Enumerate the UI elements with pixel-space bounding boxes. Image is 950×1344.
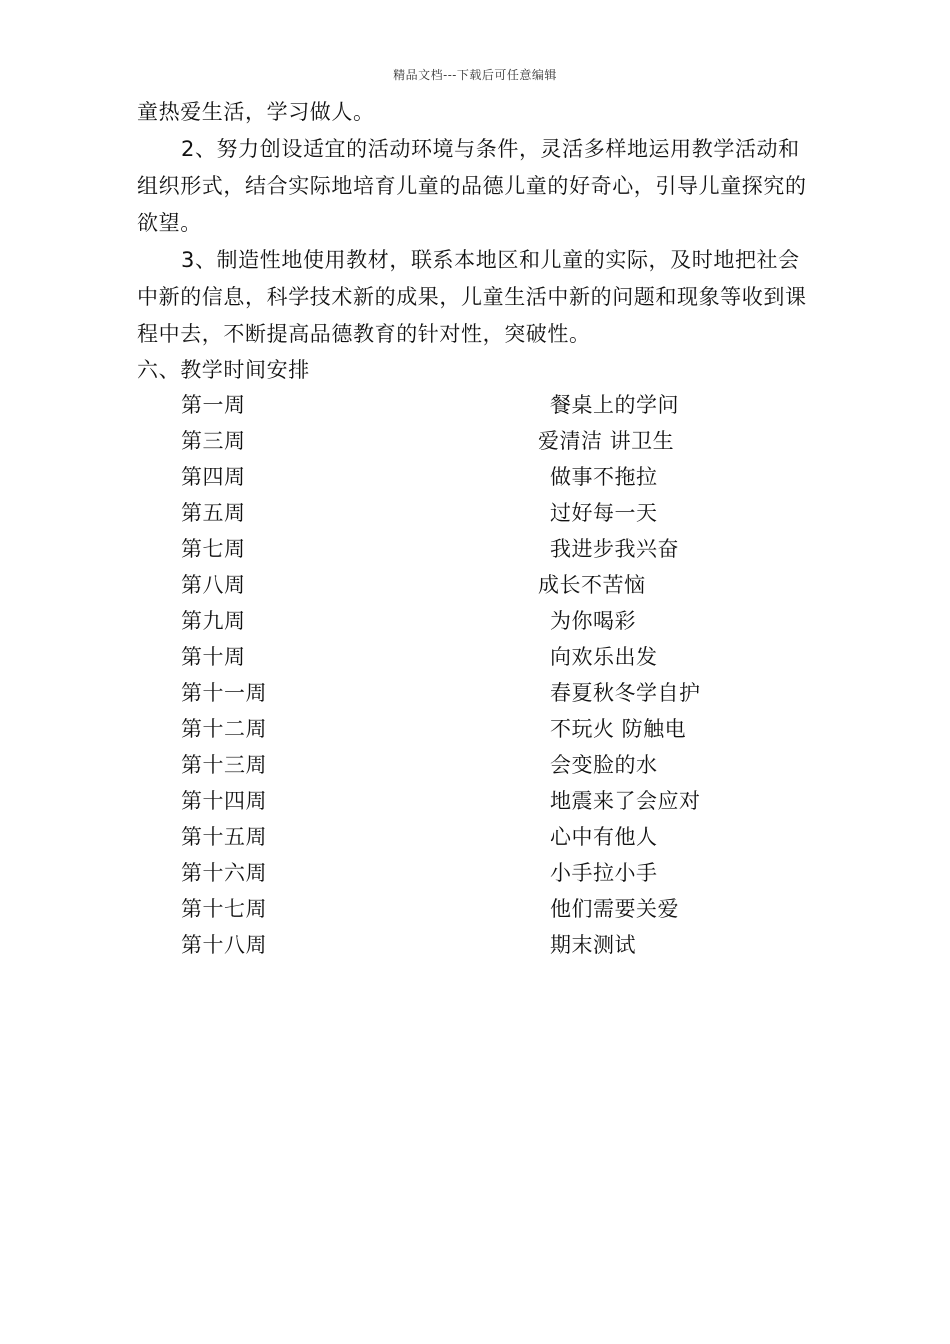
paragraph-3-line-3: 程中去，不断提高品德教育的针对性，突破性。: [137, 322, 591, 346]
schedule-row: [0, 891, 950, 927]
schedule-row: [0, 711, 950, 747]
schedule-row: [0, 531, 950, 567]
week-label: 第十五周: [181, 825, 267, 849]
paragraph-2-line-3: 欲望。: [137, 211, 202, 235]
week-label: 第三周: [181, 429, 246, 453]
topic-label: 为你喝彩: [550, 609, 636, 633]
schedule-row: [0, 747, 950, 783]
topic-label: 会变脸的水: [550, 753, 658, 777]
topic-label: 不玩火 防触电: [550, 717, 687, 741]
schedule-row: [0, 603, 950, 639]
week-label: 第五周: [181, 501, 246, 525]
schedule-row: [0, 495, 950, 531]
schedule-row: [0, 423, 950, 459]
week-label: 第四周: [181, 465, 246, 489]
schedule-row: [0, 819, 950, 855]
paragraph-3-line-1: 3、制造性地使用教材，联系本地区和儿童的实际，及时地把社会: [181, 248, 800, 272]
topic-label: 餐桌上的学问: [550, 393, 679, 417]
week-label: 第十四周: [181, 789, 267, 813]
paragraph-1-line-1: 童热爱生活，学习做人。: [137, 100, 375, 124]
week-label: 第九周: [181, 609, 246, 633]
topic-label: 向欢乐出发: [550, 645, 658, 669]
week-label: 第十三周: [181, 753, 267, 777]
week-label: 第七周: [181, 537, 246, 561]
topic-label: 做事不拖拉: [550, 465, 658, 489]
section-title: 六、教学时间安排: [137, 358, 310, 382]
topic-label: 心中有他人: [550, 825, 658, 849]
topic-label: 爱清洁 讲卫生: [538, 429, 675, 453]
schedule-row: [0, 567, 950, 603]
week-label: 第十二周: [181, 717, 267, 741]
schedule-row: [0, 783, 950, 819]
topic-label: 小手拉小手: [550, 861, 658, 885]
week-label: 第十八周: [181, 933, 267, 957]
topic-label: 我进步我兴奋: [550, 537, 679, 561]
week-label: 第十一周: [181, 681, 267, 705]
paragraph-3-line-2: 中新的信息，科学技术新的成果，儿童生活中新的问题和现象等收到课: [137, 285, 807, 309]
page-header: 精品文档---下载后可任意编辑: [393, 68, 557, 82]
paragraph-2-line-2: 组织形式，结合实际地培育儿童的品德儿童的好奇心，引导儿童探究的: [137, 174, 807, 198]
topic-label: 过好每一天: [550, 501, 658, 525]
schedule-row: [0, 459, 950, 495]
topic-label: 成长不苦恼: [538, 573, 646, 597]
week-label: 第十六周: [181, 861, 267, 885]
schedule-row: [0, 855, 950, 891]
week-label: 第一周: [181, 393, 246, 417]
week-label: 第十七周: [181, 897, 267, 921]
topic-label: 春夏秋冬学自护: [550, 681, 701, 705]
schedule-row: [0, 927, 950, 963]
paragraph-2-line-1: 2、努力创设适宜的活动环境与条件，灵活多样地运用教学活动和: [181, 137, 800, 161]
topic-label: 地震来了会应对: [550, 789, 701, 813]
schedule-row: [0, 675, 950, 711]
week-label: 第十周: [181, 645, 246, 669]
week-label: 第八周: [181, 573, 246, 597]
schedule-row: [0, 387, 950, 423]
topic-label: 期末测试: [550, 933, 636, 957]
topic-label: 他们需要关爱: [550, 897, 679, 921]
schedule-row: [0, 639, 950, 675]
